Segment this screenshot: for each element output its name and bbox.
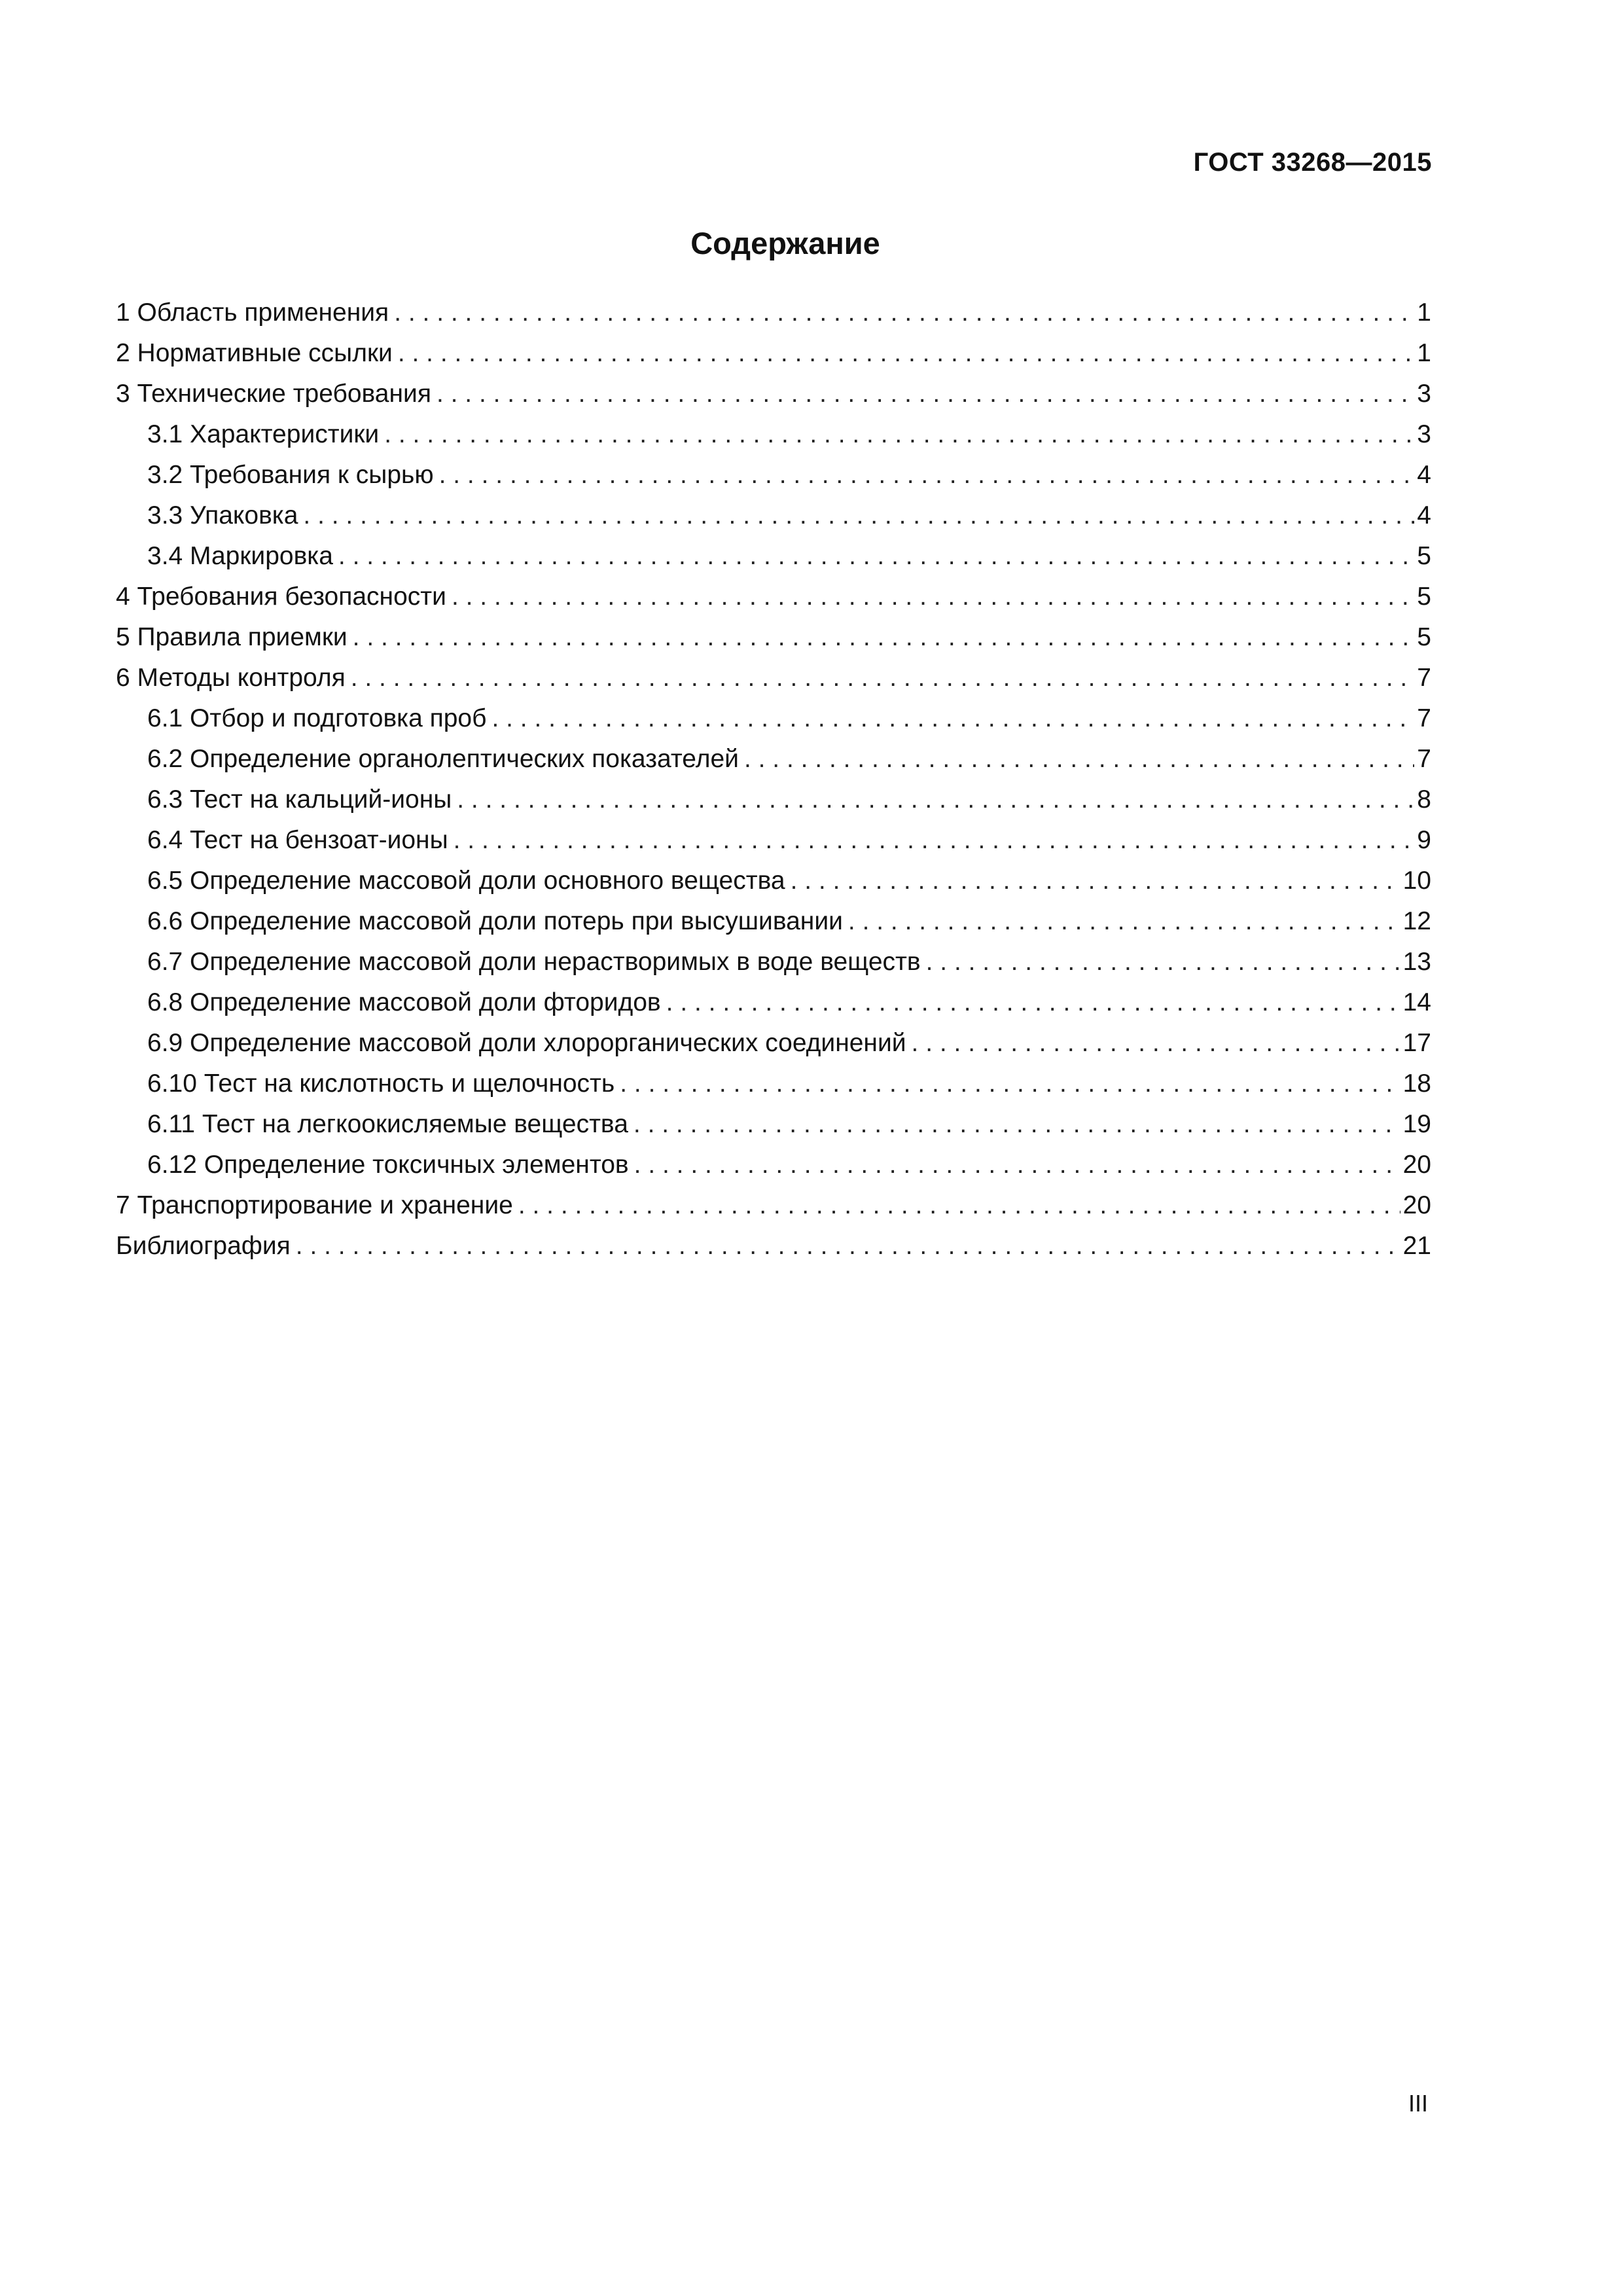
toc-entry-page: 14 [1402, 988, 1431, 1016]
dot-leader [437, 374, 1414, 414]
toc-entry[interactable] [116, 333, 1431, 374]
toc-entry-label: 6.6 Определение массовой доли потерь при высушивании [147, 907, 843, 935]
dot-leader [491, 698, 1414, 739]
toc-subentry[interactable] [116, 1145, 1431, 1185]
toc-entry-label: 3.4 Маркировка [147, 542, 333, 570]
toc-entry-label: 6.7 Определение массовой доли нерастворимых в воде веществ [147, 948, 921, 976]
dot-leader [338, 536, 1414, 577]
toc-subentry[interactable] [116, 536, 1431, 577]
toc-subentry[interactable] [116, 1104, 1431, 1145]
toc-subentry[interactable] [116, 698, 1431, 739]
toc-entry-label: 5 Правила приемки [116, 623, 348, 651]
toc-entry-page: 19 [1402, 1110, 1431, 1138]
dot-leader [452, 577, 1414, 617]
toc-entry-label: 6.10 Тест на кислотность и щелочность [147, 1069, 615, 1098]
dot-leader [912, 1023, 1400, 1064]
toc-entry-page: 13 [1402, 948, 1431, 976]
toc-entry-label: 6 Методы контроля [116, 664, 346, 692]
toc-entry-label: 7 Транспортирование и хранение [116, 1191, 513, 1219]
toc-entry-page: 10 [1402, 867, 1431, 895]
toc-entry-label: 2 Нормативные ссылки [116, 339, 393, 367]
toc-subentry[interactable] [116, 820, 1431, 861]
toc-entry-label: 3.1 Характеристики [147, 420, 380, 448]
toc-entry[interactable] [116, 617, 1431, 658]
table-of-contents [116, 293, 1431, 1266]
toc-entry-label: 3 Технические требования [116, 380, 431, 408]
toc-entry-label: 6.2 Определение органолептических показателей [147, 745, 739, 773]
toc-entry[interactable] [116, 1185, 1431, 1226]
dot-leader [439, 455, 1415, 495]
dot-leader [454, 820, 1415, 861]
toc-entry[interactable] [116, 577, 1431, 617]
toc-subentry[interactable] [116, 942, 1431, 982]
dot-leader [634, 1145, 1400, 1185]
toc-subentry[interactable] [116, 1064, 1431, 1104]
toc-subentry[interactable] [116, 901, 1431, 942]
dot-leader [457, 780, 1414, 820]
dot-leader [398, 333, 1414, 374]
dot-leader [303, 495, 1414, 536]
toc-entry[interactable] [116, 374, 1431, 414]
toc-entry-label: 6.5 Определение массовой доли основного вещества [147, 867, 785, 895]
dot-leader [744, 739, 1414, 780]
dot-leader [848, 901, 1400, 942]
toc-entry-page: 12 [1402, 907, 1431, 935]
toc-entry-page: 5 [1417, 583, 1431, 611]
toc-entry-label: 1 Область применения [116, 298, 389, 327]
toc-subentry[interactable] [116, 495, 1431, 536]
toc-subentry[interactable] [116, 982, 1431, 1023]
dot-leader [926, 942, 1400, 982]
dot-leader [353, 617, 1415, 658]
toc-entry-page: 8 [1417, 785, 1431, 814]
toc-subentry[interactable] [116, 1023, 1431, 1064]
toc-entry-page: 7 [1417, 745, 1431, 773]
toc-entry-label: 6.12 Определение токсичных элементов [147, 1151, 629, 1179]
dot-leader [633, 1104, 1400, 1145]
toc-entry-page: 4 [1417, 501, 1431, 529]
dot-leader [351, 658, 1415, 698]
dot-leader [518, 1185, 1400, 1226]
toc-entry-label: 3.3 Упаковка [147, 501, 298, 529]
toc-entry-page: 3 [1417, 420, 1431, 448]
toc-entry-label: 6.1 Отбор и подготовка проб [147, 704, 487, 732]
toc-entry-label: Библиография [116, 1232, 291, 1260]
dot-leader [791, 861, 1400, 901]
toc-entry-page: 17 [1402, 1029, 1431, 1057]
toc-entry-page: 1 [1417, 339, 1431, 367]
toc-entry-page: 7 [1417, 664, 1431, 692]
toc-entry-page: 4 [1417, 461, 1431, 489]
toc-entry-label: 6.9 Определение массовой доли хлорорганических соединений [147, 1029, 906, 1057]
document-number: ГОСТ 33268—2015 [1193, 148, 1432, 177]
toc-entry-label: 3.2 Требования к сырью [147, 461, 434, 489]
toc-entry-label: 6.4 Тест на бензоат-ионы [147, 826, 448, 854]
toc-entry-page: 3 [1417, 380, 1431, 408]
toc-entry-page: 20 [1402, 1151, 1431, 1179]
dot-leader [394, 293, 1414, 333]
toc-entry-page: 5 [1417, 623, 1431, 651]
toc-entry-page: 20 [1402, 1191, 1431, 1219]
toc-subentry[interactable] [116, 455, 1431, 495]
dot-leader [666, 982, 1400, 1023]
toc-subentry[interactable] [116, 780, 1431, 820]
toc-entry-page: 5 [1417, 542, 1431, 570]
toc-entry-label: 6.8 Определение массовой доли фторидов [147, 988, 661, 1016]
toc-subentry[interactable] [116, 739, 1431, 780]
toc-entry-label: 6.3 Тест на кальций-ионы [147, 785, 452, 814]
toc-title: Содержание [690, 226, 880, 260]
toc-entry[interactable] [116, 293, 1431, 333]
toc-entry-page: 9 [1417, 826, 1431, 854]
dot-leader [620, 1064, 1400, 1104]
toc-entry-label: 6.11 Тест на легкоокисляемые вещества [147, 1110, 628, 1138]
toc-subentry[interactable] [116, 414, 1431, 455]
toc-entry-page: 1 [1417, 298, 1431, 327]
toc-entry[interactable] [116, 658, 1431, 698]
toc-entry-page: 7 [1417, 704, 1431, 732]
dot-leader [384, 414, 1414, 455]
dot-leader [296, 1226, 1400, 1266]
toc-entry-label: 4 Требования безопасности [116, 583, 446, 611]
page-number: III [1408, 2090, 1428, 2117]
toc-entry-page: 18 [1402, 1069, 1431, 1098]
toc-entry[interactable] [116, 1226, 1431, 1266]
toc-subentry[interactable] [116, 861, 1431, 901]
toc-entry-page: 21 [1402, 1232, 1431, 1260]
